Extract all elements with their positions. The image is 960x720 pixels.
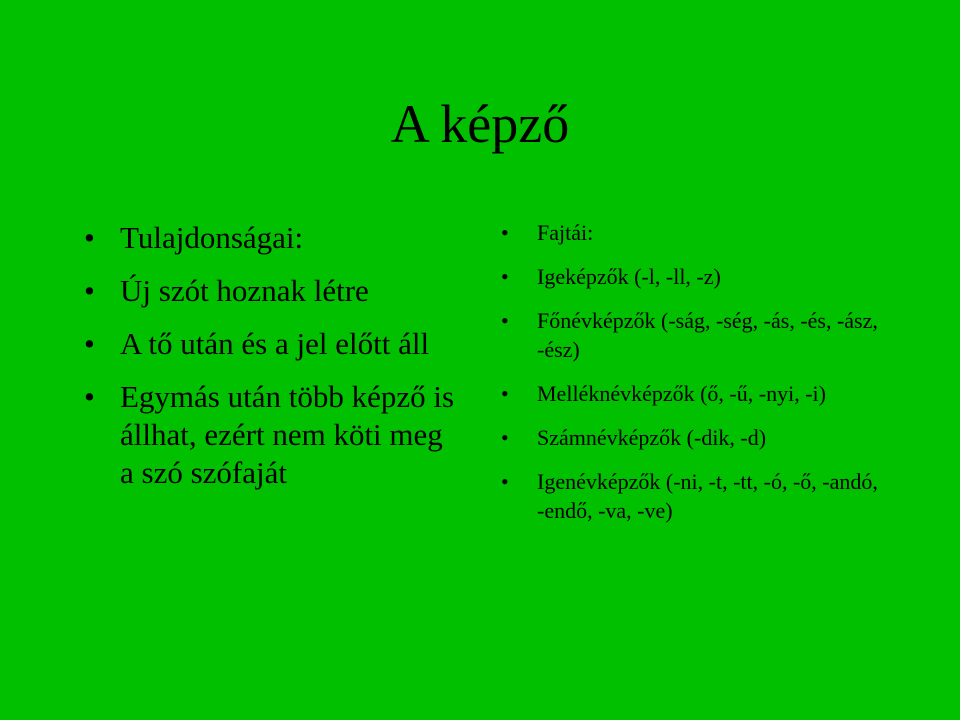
list-item: [84, 325, 464, 363]
list-item-text: Számnévképzők (-dik, -d): [537, 425, 767, 450]
list-item-text: A tő után és a jel előtt áll: [120, 326, 430, 361]
slide-title: A képző: [390, 94, 570, 154]
list-item: [84, 219, 464, 257]
right-bullet-list: [500, 218, 880, 540]
list-item-text: Egymás után több képző is állhat, ezért nem köti meg a szó szófaját: [120, 379, 455, 490]
list-item: [500, 218, 880, 247]
list-item-text: Melléknévképzők (ő, -ű, -nyi, -i): [537, 381, 826, 406]
list-item: [500, 262, 880, 291]
bullet-icon: •: [501, 469, 509, 494]
list-item: [500, 306, 880, 364]
bullet-icon: •: [84, 273, 95, 308]
bullet-icon: •: [501, 264, 509, 289]
list-item: [500, 379, 880, 408]
list-item: [500, 423, 880, 452]
bullet-icon: •: [84, 379, 95, 414]
bullet-icon: •: [84, 220, 95, 255]
list-item-text: Új szót hoznak létre: [120, 273, 369, 308]
list-item: [500, 467, 880, 525]
list-item: [84, 272, 464, 310]
list-item-text: Igeképzők (-l, -ll, -z): [537, 264, 721, 289]
bullet-icon: •: [501, 381, 509, 406]
bullet-icon: •: [501, 308, 509, 333]
list-item-text: Tulajdonságai:: [120, 220, 304, 255]
bullet-icon: •: [501, 220, 509, 245]
list-item-text: Főnévképzők (-ság, -ség, -ás, -és, -ász, -ész): [537, 308, 878, 362]
left-bullet-list: [84, 219, 464, 507]
list-item-text: Fajtái:: [537, 220, 594, 245]
list-item: [84, 378, 464, 492]
bullet-icon: •: [501, 425, 509, 450]
list-item-text: Igenévképzők (-ni, -t, -tt, -ó, -ő, -andó, -endő, -va, -ve): [537, 469, 878, 523]
bullet-icon: •: [84, 326, 95, 361]
